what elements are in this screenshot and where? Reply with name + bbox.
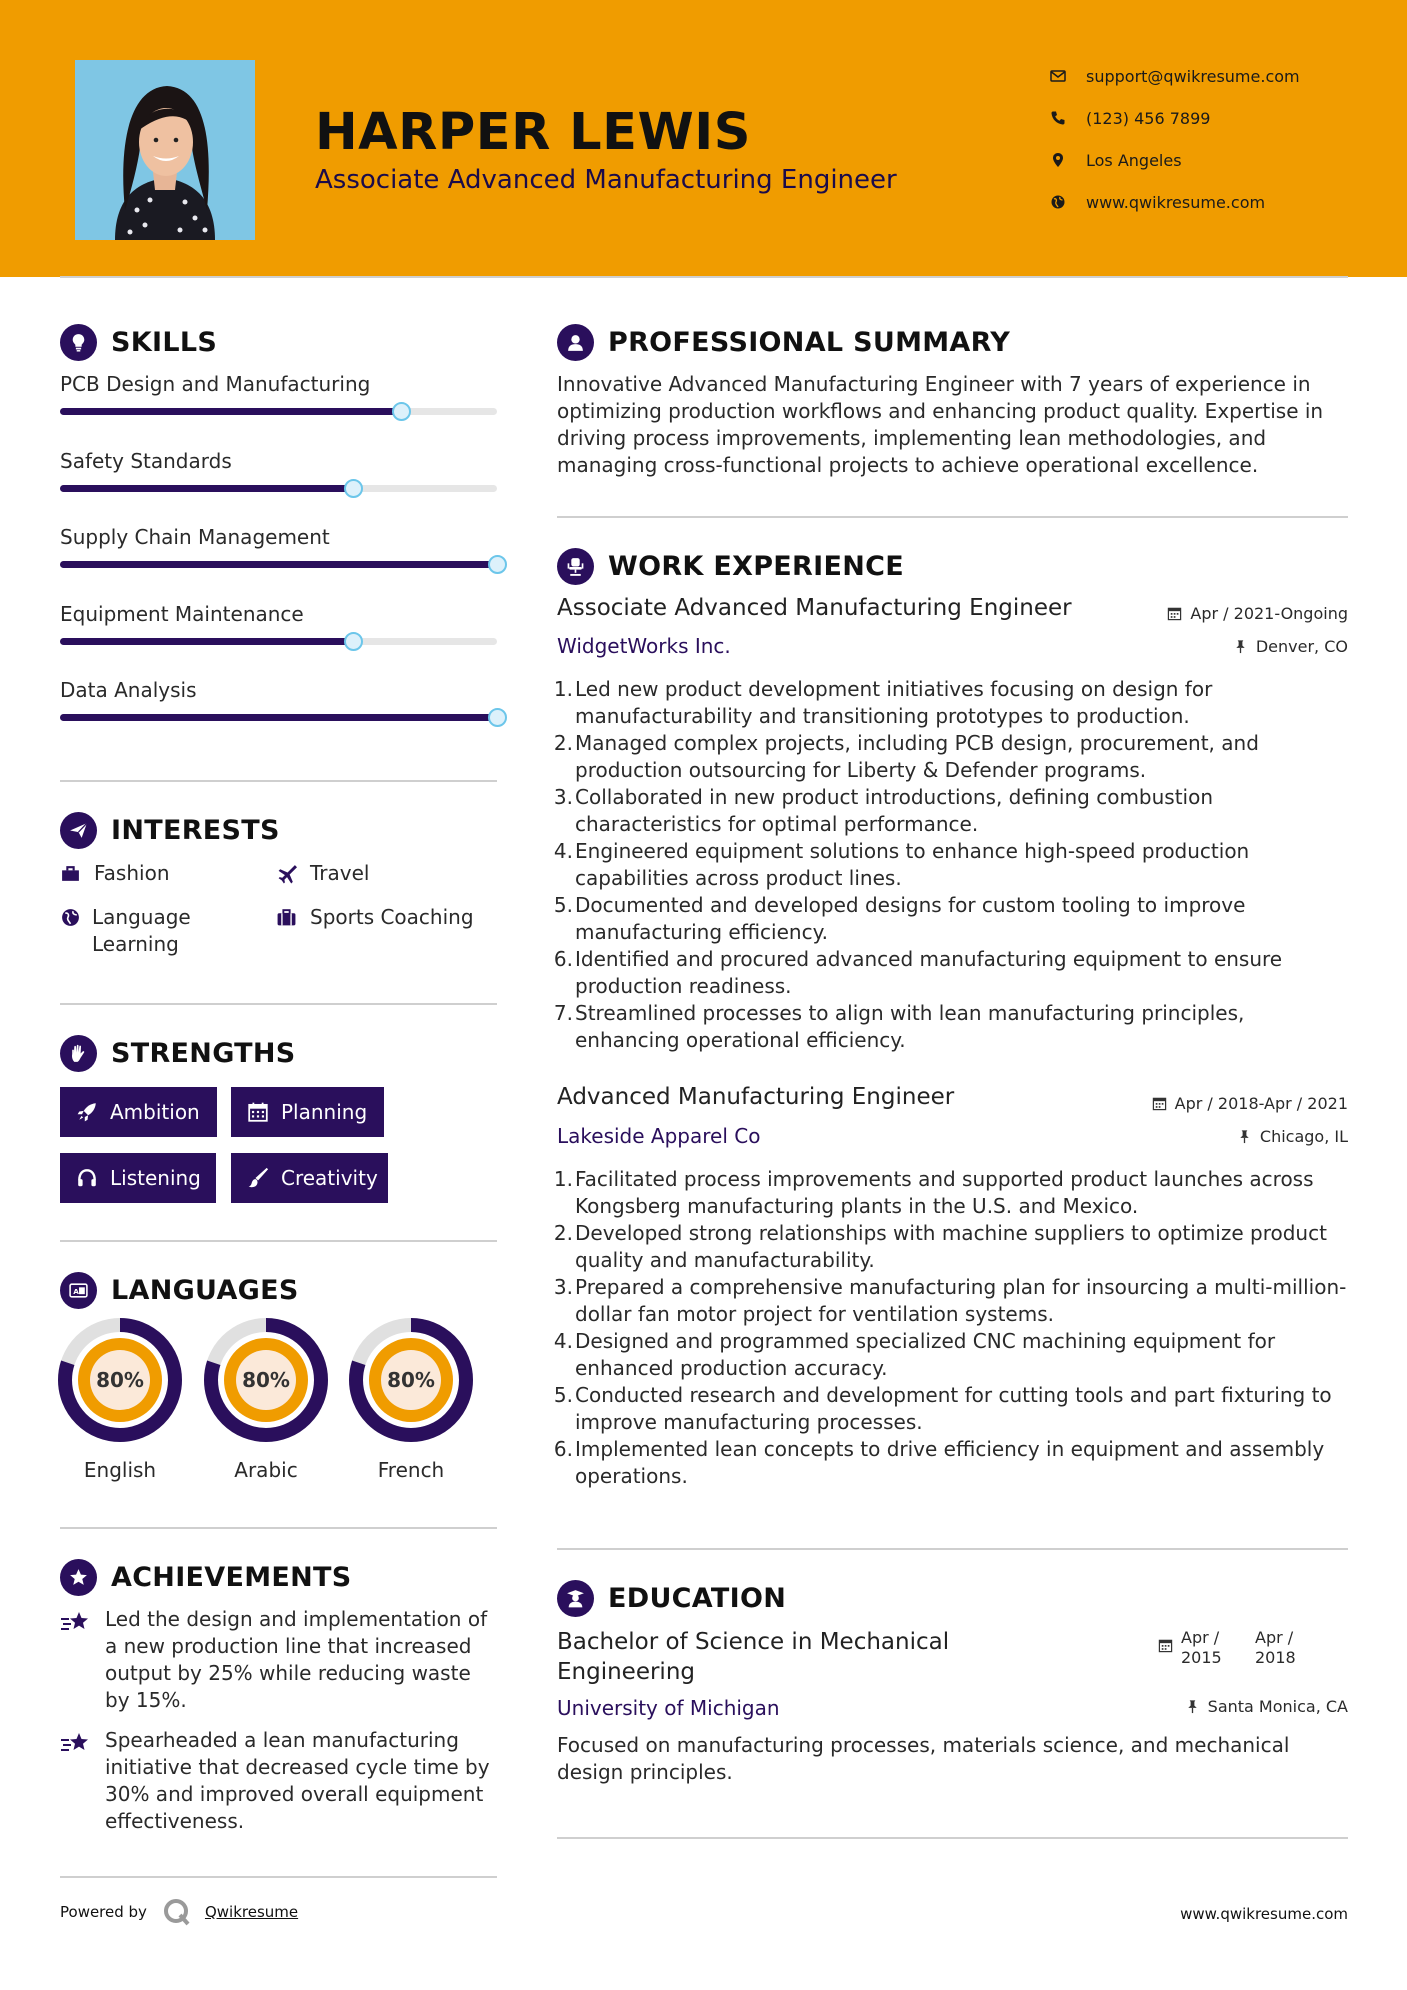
headphones-icon <box>76 1167 98 1189</box>
email-icon <box>1050 66 1086 86</box>
globe-icon <box>1050 192 1086 212</box>
profile-photo-illustration <box>75 60 255 240</box>
job-title: Advanced Manufacturing Engineer <box>557 1084 955 1110</box>
school-name: University of Michigan <box>557 1696 780 1720</box>
education-start: Apr / 2015 <box>1181 1628 1222 1667</box>
skill-label: PCB Design and Manufacturing <box>60 372 371 396</box>
responsibility-item: 1. Facilitated process improvements and supported product launches across Kongsberg manufacturing plants in the U.S. and Mexico. <box>553 1167 1314 1218</box>
calendar-icon <box>247 1101 269 1123</box>
experience-title: WORK EXPERIENCE <box>608 550 904 582</box>
contact-email[interactable] <box>1050 55 1380 97</box>
job-dates-text: Apr / 2018-Apr / 2021 <box>1174 1094 1348 1113</box>
skill-item <box>60 602 515 626</box>
qwikresume-logo-icon <box>161 1896 193 1928</box>
job-location <box>1233 637 1348 656</box>
contact-location-text: Los Angeles <box>1086 150 1182 170</box>
shooting-star-icon <box>60 1606 105 1714</box>
education-location-text: Santa Monica, CA <box>1207 1697 1348 1716</box>
interest-item <box>276 860 369 887</box>
skill-item <box>60 449 515 473</box>
skill-bar-fill <box>60 408 401 415</box>
skill-bar-knob <box>344 632 363 651</box>
job-responsibilities <box>553 676 1352 1054</box>
education-heading <box>557 1578 786 1618</box>
achievement-item <box>60 1727 500 1835</box>
powered-by-text: Powered by <box>60 1903 147 1921</box>
responsibility-item: 6. Implemented lean concepts to drive efficiency in equipment and assembly operations. <box>553 1437 1325 1488</box>
shooting-star-icon <box>60 1727 105 1835</box>
responsibility-item: 4. Engineered equipment solutions to enhance high-speed production capabilities across product lines. <box>553 839 1250 890</box>
responsibility-item: 5. Conducted research and development for cutting tools and part fixturing to improve manufacturing processes. <box>553 1383 1332 1434</box>
language-donut <box>204 1318 328 1442</box>
job-location <box>1237 1127 1348 1146</box>
strengths-heading <box>60 1033 296 1073</box>
plane-icon <box>276 860 310 887</box>
skills-title: SKILLS <box>111 326 218 358</box>
skill-bar-knob <box>488 555 507 574</box>
interest-label: Travel <box>310 861 370 885</box>
interest-label: Language Learning <box>92 905 191 956</box>
candidate-title: Associate Advanced Manufacturing Engineer <box>315 165 897 195</box>
language-donut <box>349 1318 473 1442</box>
skill-item <box>60 525 515 549</box>
skill-bar-knob <box>488 708 507 727</box>
footer-website-link[interactable]: www.qwikresume.com <box>1180 1905 1348 1923</box>
experience-heading <box>557 546 904 586</box>
language-name: English <box>83 1458 157 1482</box>
candidate-name: HARPER LEWIS <box>315 103 751 162</box>
achievements-heading <box>60 1557 352 1597</box>
language-item <box>204 1318 328 1482</box>
skill-bar-fill <box>60 561 497 568</box>
section-divider <box>60 1240 497 1242</box>
language-percent: 80% <box>96 1368 144 1392</box>
achievement-text: Spearheaded a lean manufacturing initiative that decreased cycle time by 30% and improved overall equipment effectiveness. <box>105 1728 490 1833</box>
language-name: French <box>377 1458 445 1482</box>
strength-label: Listening <box>110 1166 201 1190</box>
languages-title: LANGUAGES <box>111 1274 299 1306</box>
section-divider <box>60 1527 497 1529</box>
contact-location <box>1050 139 1380 181</box>
contact-phone[interactable] <box>1050 97 1380 139</box>
strength-badge <box>60 1153 216 1203</box>
section-divider <box>60 1876 497 1878</box>
job-dates-text: Apr / 2021-Ongoing <box>1190 604 1348 623</box>
strength-label: Planning <box>281 1100 368 1124</box>
star-badge-icon <box>60 1559 97 1596</box>
achievement-text: Led the design and implementation of a new production line that increased output by 25% while reducing waste by 15%. <box>105 1607 488 1712</box>
raised-hand-icon <box>60 1035 97 1072</box>
skill-item <box>60 372 515 396</box>
job-title: Associate Advanced Manufacturing Engineer <box>557 595 1072 621</box>
language-percent: 80% <box>387 1368 435 1392</box>
user-icon <box>557 324 594 361</box>
job-location-text: Denver, CO <box>1255 637 1348 656</box>
paintbrush-icon <box>247 1167 269 1189</box>
degree-title: Bachelor of Science in Mechanical Engineering <box>557 1629 950 1685</box>
pushpin-icon <box>1185 1699 1200 1714</box>
skill-bar-track <box>60 408 497 415</box>
responsibility-item: 2. Developed strong relationships with machine suppliers to optimize product quality and manufacturability. <box>553 1221 1327 1272</box>
resume-header <box>0 0 1407 277</box>
achievements-title: ACHIEVEMENTS <box>111 1561 352 1593</box>
contact-website[interactable] <box>1050 181 1380 223</box>
skill-bar-knob <box>392 402 411 421</box>
interest-item <box>60 904 222 958</box>
pushpin-icon <box>1237 1129 1252 1144</box>
job-responsibilities <box>553 1166 1352 1490</box>
skill-bar-knob <box>344 479 363 498</box>
section-divider <box>557 1548 1348 1550</box>
skill-bar-track <box>60 638 497 645</box>
section-divider <box>557 516 1348 518</box>
graduate-icon <box>557 1580 594 1617</box>
languages-heading <box>60 1270 299 1310</box>
skill-bar-track <box>60 485 497 492</box>
responsibility-item: 2. Managed complex projects, including PCB design, procurement, and production outsourcing for Liberty & Defender programs. <box>553 731 1259 782</box>
responsibility-item: 5. Documented and developed designs for custom tooling to improve manufacturing efficiency. <box>553 893 1246 944</box>
interest-label: Sports Coaching <box>310 905 474 929</box>
footer-powered-by <box>60 1896 298 1928</box>
skill-label: Data Analysis <box>60 678 197 702</box>
strength-badge <box>231 1153 388 1203</box>
svg-text:A: A <box>73 1286 79 1296</box>
job-dates <box>1167 604 1348 623</box>
header-divider <box>60 276 1348 278</box>
skill-bar-fill <box>60 638 353 645</box>
interests-heading <box>60 810 280 850</box>
job-dates <box>1152 1094 1348 1113</box>
language-percent: 80% <box>242 1368 290 1392</box>
contact-phone-text: (123) 456 7899 <box>1086 108 1211 128</box>
pushpin-icon <box>1233 639 1248 654</box>
achievement-item <box>60 1606 500 1714</box>
language-name: Arabic <box>234 1458 298 1482</box>
language-item <box>58 1318 182 1482</box>
section-divider <box>60 780 497 782</box>
section-divider <box>60 1003 497 1005</box>
interests-title: INTERESTS <box>111 814 280 846</box>
summary-title: PROFESSIONAL SUMMARY <box>608 326 1011 358</box>
calendar-icon <box>1167 606 1182 621</box>
job-location-text: Chicago, IL <box>1259 1127 1348 1146</box>
paper-plane-icon <box>60 812 97 849</box>
interest-label: Fashion <box>94 861 170 885</box>
education-end: Apr / 2018 <box>1255 1628 1296 1667</box>
interest-item <box>276 904 474 931</box>
responsibility-item: 7. Streamlined processes to align with lean manufacturing principles, enhancing operational efficiency. <box>553 1001 1245 1052</box>
contact-email-text: support@qwikresume.com <box>1086 66 1300 86</box>
responsibility-item: 4. Designed and programmed specialized CNC machining equipment for enhanced production accuracy. <box>553 1329 1276 1380</box>
skill-label: Supply Chain Management <box>60 525 330 549</box>
globe-icon <box>60 904 92 931</box>
language-donut <box>58 1318 182 1442</box>
responsibility-item: 3. Prepared a comprehensive manufacturing plan for insourcing a multi-million-dollar fan motor project for ventilation systems. <box>553 1275 1347 1326</box>
strength-label: Ambition <box>110 1100 200 1124</box>
company-name: Lakeside Apparel Co <box>557 1124 761 1148</box>
responsibility-item: 1. Led new product development initiatives focusing on design for manufacturability and transitioning prototypes to production. <box>553 677 1213 728</box>
summary-text: Innovative Advanced Manufacturing Engineer with 7 years of experience in optimizing production workflows and enhancing product quality. Expertise in driving process improvements, implementing lean methodologies, and managing cross-functional projects to achieve operational excellence. <box>557 372 1324 477</box>
lightbulb-icon <box>60 324 97 361</box>
suitcase-icon <box>276 904 310 931</box>
skill-bar-track <box>60 714 497 721</box>
strengths-title: STRENGTHS <box>111 1037 296 1069</box>
skills-heading <box>60 322 217 362</box>
education-dates <box>1158 1628 1296 1668</box>
profile-photo <box>75 60 255 240</box>
contact-website-text: www.qwikresume.com <box>1086 192 1266 212</box>
translate-icon <box>60 1272 97 1309</box>
responsibility-item: 3. Collaborated in new product introductions, defining combustion characteristics for optimal performance. <box>553 785 1214 836</box>
skill-label: Safety Standards <box>60 449 232 473</box>
contact-list <box>1050 55 1380 223</box>
calendar-icon <box>1158 1638 1173 1653</box>
skill-label: Equipment Maintenance <box>60 602 304 626</box>
calendar-icon <box>1152 1096 1167 1111</box>
skill-item <box>60 678 515 702</box>
section-divider <box>557 1837 1348 1839</box>
language-item <box>349 1318 473 1482</box>
office-chair-icon <box>557 548 594 585</box>
strength-label: Creativity <box>281 1166 378 1190</box>
qwikresume-link[interactable]: Qwikresume <box>204 1903 299 1921</box>
education-title: EDUCATION <box>608 1582 787 1614</box>
summary-heading <box>557 322 1010 362</box>
education-description: Focused on manufacturing processes, materials science, and mechanical design principles. <box>557 1733 1290 1784</box>
briefcase-icon <box>60 860 94 887</box>
skill-bar-fill <box>60 714 497 721</box>
skill-bar-track <box>60 561 497 568</box>
strength-badge <box>60 1087 217 1137</box>
rocket-icon <box>76 1101 98 1123</box>
responsibility-item: 6. Identified and procured advanced manufacturing equipment to ensure production readiness. <box>553 947 1283 998</box>
interest-item <box>60 860 170 887</box>
company-name: WidgetWorks Inc. <box>557 634 731 658</box>
strength-badge <box>231 1087 384 1137</box>
education-location <box>1185 1697 1348 1716</box>
skill-bar-fill <box>60 485 353 492</box>
location-pin-icon <box>1050 150 1086 170</box>
phone-icon <box>1050 108 1086 128</box>
